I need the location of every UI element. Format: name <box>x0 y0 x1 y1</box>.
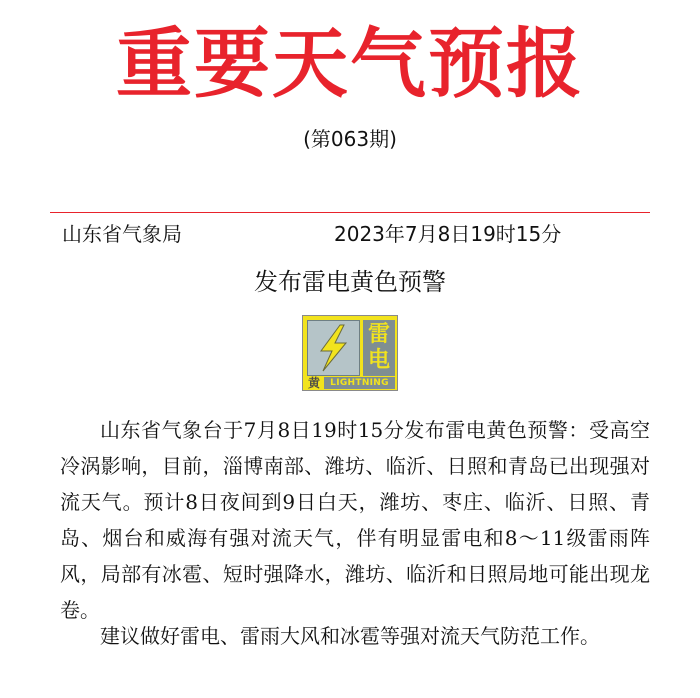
lightning-bolt-icon <box>308 321 359 375</box>
warning-body: 山东省气象台于7月8日19时15分发布雷电黄色预警：受高空冷涡影响，目前，淄博南部、潍坊、临沂、日照和青岛已出现强对流天气。预计8日夜间到9日白天，潍坊、枣庄、临沂、日照、青岛、烟台和威海有强对流天气，伴有明显雷电和8～11级雷雨阵风，局部有冰雹、短时强降水，潍坊、临沂和日照局地可能出现龙卷。 <box>60 418 650 622</box>
red-divider <box>50 212 650 213</box>
warning-char-top: 雷 <box>367 322 390 347</box>
lightning-yellow-warning-icon <box>302 315 398 391</box>
issue-number: (第063期) <box>303 127 397 151</box>
warning-type-chars <box>363 320 395 376</box>
issuer: 山东省气象局 <box>62 222 182 246</box>
lightning-bolt-panel <box>307 320 360 376</box>
warning-level-char: 黄 <box>307 376 320 390</box>
issue-datetime: 2023年7月8日19时15分 <box>334 222 562 246</box>
warning-label-en: LIGHTNING <box>324 377 395 389</box>
headline: 重要天气预报 <box>116 19 584 108</box>
warning-advice: 建议做好雷电、雷雨大风和冰雹等强对流天气防范工作。 <box>100 624 600 648</box>
document-title: 发布雷电黄色预警 <box>254 268 446 296</box>
warning-char-bottom: 电 <box>367 348 390 373</box>
